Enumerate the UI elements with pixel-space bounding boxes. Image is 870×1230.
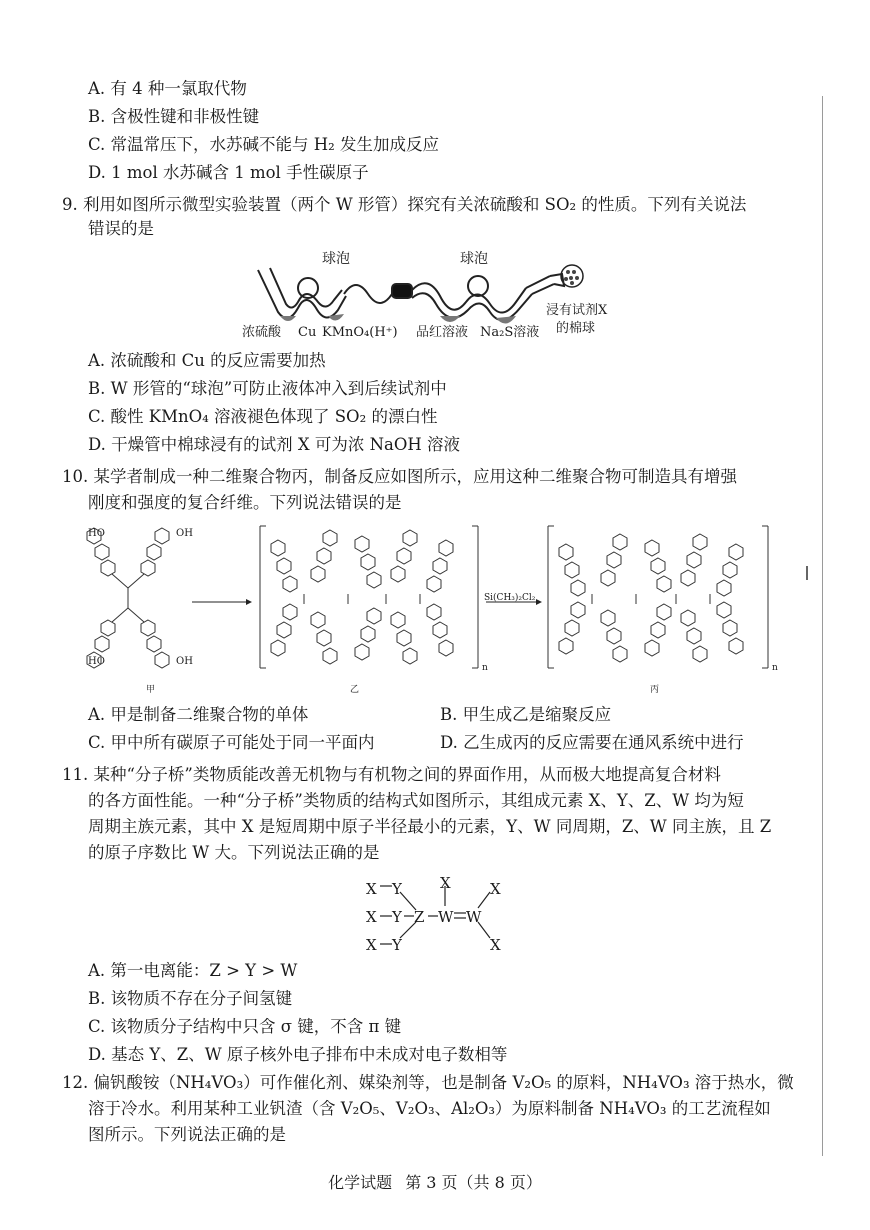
q9-option-a: A. 浓硫酸和 Cu 的反应需要加热	[88, 351, 326, 370]
struct-w-1: W	[438, 908, 454, 926]
q9-stem: 9. 利用如图所示微型实验装置（两个 W 形管）探究有关浓硫酸和 SO₂ 的性质。下列有关说法	[62, 195, 747, 214]
margin-tick	[806, 566, 808, 580]
label-na2s: Na₂S溶液	[480, 325, 540, 340]
q10-stem-cont: 刚度和强度的复合纤维。下列说法错误的是	[88, 493, 402, 512]
tube-connector	[392, 284, 412, 298]
label-pinhong: 品红溶液	[416, 325, 469, 340]
label-bulb-2: 球泡	[460, 251, 488, 267]
q12-stem-cont-2: 图所示。下列说法正确的是	[88, 1125, 286, 1144]
struct-x-4: X	[440, 874, 451, 892]
struct-w-2: W	[466, 908, 482, 926]
label-kmno4: KMnO₄(H⁺)	[322, 325, 398, 340]
label-bing: 丙	[650, 685, 660, 695]
q11-stem-cont-3: 的原子序数比 W 大。下列说法正确的是	[88, 843, 380, 862]
label-ho-top: HO	[88, 528, 105, 539]
footer-subject: 化学试题	[328, 1173, 393, 1192]
label-cotton-1: 浸有试剂X	[546, 303, 608, 318]
q9-option-b: B. W 形管的“球泡”可防止液体冲入到后续试剂中	[88, 379, 447, 398]
q10-option-b: B. 甲生成乙是缩聚反应	[440, 705, 612, 724]
q11-option-b: B. 该物质不存在分子间氢键	[88, 989, 293, 1008]
q11-stem-cont-2: 周期主族元素，其中 X 是短周期中原子半径最小的元素，Y、W 同周期，Z、W 同主族，且 Z	[88, 817, 772, 836]
q9-stem-cont: 错误的是	[88, 219, 154, 238]
q10-option-c: C. 甲中所有碳原子可能处于同一平面内	[88, 733, 375, 752]
label-bulb-1: 球泡	[322, 251, 350, 267]
q11-stem-cont-1: 的各方面性能。一种“分子桥”类物质的结构式如图所示，其组成元素 X、Y、Z、W 均为短	[88, 791, 744, 810]
q12-stem-cont-1: 溶于冷水。利用某种工业钒渣（含 V₂O₅、V₂O₃、Al₂O₃）为原料制备 NH₄VO₃ 的工艺流程如	[88, 1099, 771, 1118]
struct-x-2: X	[366, 908, 377, 926]
label-ho-bottom: HO	[88, 656, 105, 667]
q10-stem: 10. 某学者制成一种二维聚合物丙，制备反应如图所示，应用这种二维聚合物可制造具有增强	[62, 467, 737, 486]
q8-option-c: C. 常温常压下，水苏碱不能与 H₂ 发生加成反应	[88, 135, 440, 154]
q12-stem: 12. 偏钒酸铵（NH₄VO₃）可作催化剂、媒染剂等，也是制备 V₂O₅ 的原料，NH₄VO₃ 溶于热水，微	[62, 1073, 794, 1092]
page-footer	[0, 1170, 870, 1193]
label-n-yi: n	[482, 663, 488, 673]
q11-option-a: A. 第一电离能：Z > Y > W	[88, 961, 298, 980]
struct-x-1: X	[366, 880, 377, 898]
struct-x-6: X	[490, 936, 501, 954]
polymer-yi	[260, 526, 478, 668]
q8-option-a: A. 有 4 种一氯取代物	[88, 79, 247, 98]
margin-rule	[822, 96, 823, 1156]
label-oh-bottom: OH	[176, 656, 193, 667]
struct-x-5: X	[490, 880, 501, 898]
label-yi: 乙	[350, 685, 360, 695]
footer-page: 第 3 页（共 8 页）	[405, 1173, 542, 1192]
q11-stem: 11. 某种“分子桥”类物质能改善无机物与有机物之间的界面作用，从而极大地提高复合材料	[62, 765, 721, 784]
struct-y-2: Y	[392, 908, 402, 926]
polymer-bing	[548, 526, 768, 668]
label-cotton-2: 的棉球	[556, 321, 596, 336]
q11-option-d: D. 基态 Y、Z、W 原子核外电子排布中未成对电子数相等	[88, 1045, 508, 1064]
label-reagent: Si(CH₃)₂Cl₂	[484, 593, 536, 603]
q10-polymer-figure	[80, 518, 780, 698]
q11-option-c: C. 该物质分子结构中只含 σ 键，不含 π 键	[88, 1017, 402, 1036]
label-oh-top: OH	[176, 528, 193, 539]
struct-z: Z	[414, 908, 425, 926]
struct-x-3: X	[366, 936, 377, 954]
q8-option-d: D. 1 mol 水苏碱含 1 mol 手性碳原子	[88, 163, 369, 182]
label-n-bing: n	[772, 663, 778, 673]
label-cu: Cu	[298, 325, 317, 340]
q9-option-c: C. 酸性 KMnO₄ 溶液褪色体现了 SO₂ 的漂白性	[88, 407, 438, 426]
q10-option-a: A. 甲是制备二维聚合物的单体	[88, 705, 309, 724]
q9-option-d: D. 干燥管中棉球浸有的试剂 X 可为浓 NaOH 溶液	[88, 435, 461, 454]
label-conc-acid: 浓硫酸	[242, 325, 282, 340]
bulb-2-shape	[468, 276, 488, 296]
q10-option-d: D. 乙生成丙的反应需要在通风系统中进行	[440, 733, 744, 752]
label-jia: 甲	[146, 685, 156, 695]
q8-option-b: B. 含极性键和非极性键	[88, 107, 260, 126]
struct-y-1: Y	[392, 880, 402, 898]
monomer-jia	[87, 528, 169, 668]
struct-y-3: Y	[392, 936, 402, 954]
